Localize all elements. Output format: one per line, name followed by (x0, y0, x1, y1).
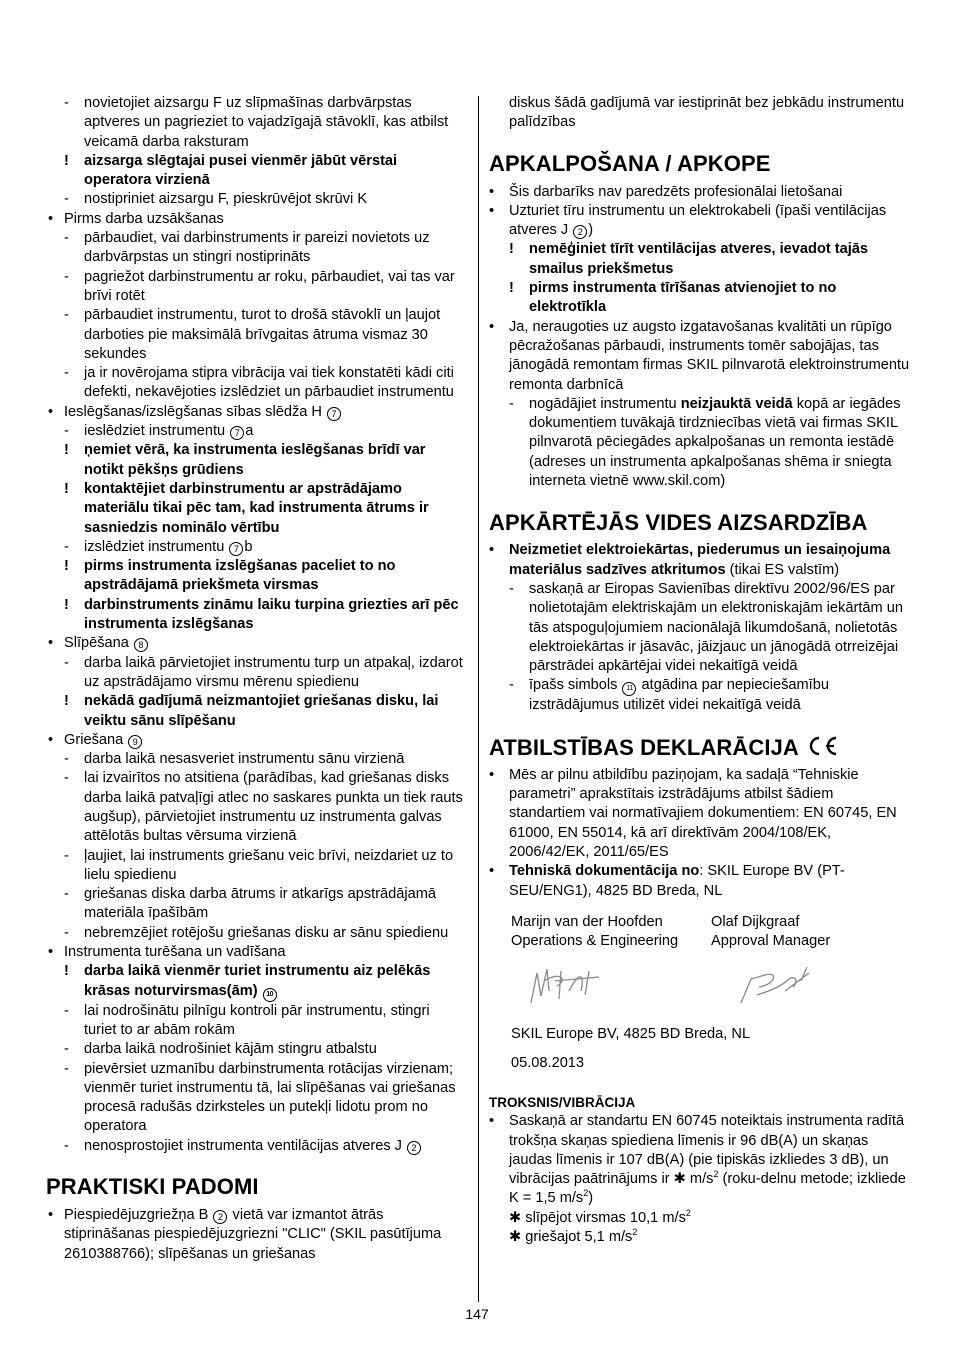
callout-number: 10 (263, 988, 277, 1002)
list-marker: - (64, 1002, 69, 1019)
list-marker: - (64, 751, 69, 768)
list-item: - saskaņā ar Eiropas Savienības direktīvu 2002/96/ES par nolietotajām elektriskajām un elektroniskajām iekārtām un tās atspoguļojumiem nacionālajā likumdošanā, nolietotās elektroiekārtas ir jāsavāc, jāizjauc un jānogādā otrreizējai pārstrādei apkārtējai videi nekaitīgā veidā (509, 580, 903, 675)
list-item: - nogādājiet instrumentu neizjauktā veidā kopā ar iegādes dokumentiem tuvākajā tirdzniecības vietā vai firmas SKIL pilnvarotā pēciegādes apkalpošanas un remonta iestādē (adreses un instrumenta apkalpošanas shēma ir sniegta interneta vietnē www.skil.com) (509, 395, 901, 490)
list-marker: - (64, 770, 69, 787)
warning-item: ! pirms instrumenta tīrīšanas atvienojiet to no elektrotīkla (509, 280, 837, 316)
list-item: - lai izvairītos no atsitiena (parādības, kad griešanas disks darba laikā patvaļīgi atlec no saskares punkta un tiek rauts augšup), pārvietojiet instrumentu uz instrumenta galvas attēlotās bultas vērsuma virzienā (64, 770, 463, 845)
list-item: - nebremzējiet rotējošu griešanas disku ar sānu spiedienu (46, 924, 466, 943)
warning-item: ! darbinstruments zināmu laiku turpina griezties arī pēc instrumenta izslēgšanas (64, 596, 459, 633)
heading-maintenance: APKALPOŠANA / APKOPE (489, 150, 771, 176)
list-item: • Šis darbarīks nav paredzēts profesionālai lietošanai (489, 183, 843, 200)
handwritten-signature-icon (489, 951, 909, 1019)
callout-number: 7 (230, 426, 244, 440)
callout-number: 7 (327, 407, 341, 421)
list-marker: - (64, 538, 69, 555)
callout-number: 9 (128, 735, 142, 749)
warning-item: ! nekādā gadījumā neizmantojiet griešanas disku, lai veiktu sānu slīpēšanu (64, 693, 439, 729)
list-item: - pievērsiet uzmanību darbinstrumenta rotācijas virzienam; vienmēr turiet instrumentu tā, lai slīpēšanas vai griešanas procesā radušās dzirksteles un putekļi lidotu prom no operatora (64, 1060, 456, 1135)
list-marker: ! (64, 152, 69, 169)
signatories (489, 913, 911, 952)
list-item: - darba laikā nesasveriet instrumentu sānu virzienā (46, 750, 466, 769)
list-marker: - (64, 365, 69, 382)
right-column (489, 94, 911, 1247)
list-marker: - (64, 1041, 69, 1058)
list-item: • Neizmetiet elektroiekārtas, piederumus un iesaiņojuma materiālus sadzīves atkritumos (tikai ES valstīm) (489, 542, 891, 578)
list-item: - darba laikā nodrošiniet kājām stingru atbalstu (46, 1040, 466, 1059)
list-item: • Slīpēšana 8 (46, 634, 466, 653)
list-marker: - (64, 423, 69, 440)
list-marker: - (64, 1137, 69, 1154)
list-item: - pārbaudiet, vai darbinstruments ir pareizi novietots uz darbvārpstas un stingri nostiprināts (64, 230, 430, 266)
warning-item: ! ņemiet vērā, ka instrumenta ieslēgšanas brīdī var notikt pēkšņs grūdiens (64, 442, 426, 478)
list-item: • Saskaņā ar standartu EN 60745 noteiktais instrumenta radītā trokšņa skaņas spiediena līmenis ir 96 dB(A) un skaņas jaudas līmenis ir 107 dB(A) (pie tipiskās izkliedes 3 dB), un vibrācijas paātrinājums ir ✱ $m/s^2$ (roku-delnu metode; izkliede K = 1,5 $m/s^2$) ✱ slīpējot virsmas 10,1 $m/s^2$ ✱ griešajot 5,1 $m/s^2$ (489, 1113, 906, 1246)
callout-number: 2 (407, 1141, 421, 1155)
list-marker: ! (64, 480, 69, 497)
list-item: - ļaujiet, lai instruments griešanu veic brīvi, neizdariet uz to lielu spiedienu (64, 847, 454, 883)
list-item: - griešanas diska darba ātrums ir atkarīgs apstrādājamā materiāla īpašībām (64, 886, 437, 922)
list-item: • Ja, neraugoties uz augsto izgatavošanas kvalitāti un rūpīgo pēcražošanas pārbaudi, instruments tomēr sabojājas, tas jānogādā remontam firmas SKIL pilnvarotā elektroinstrumentu remonta darbnīcā (489, 318, 910, 393)
list-item: - pārbaudiet instrumentu, turot to drošā stāvoklī un ļaujot darboties pie maksimālā brīvgaitas ātruma vismaz 30 sekundes (64, 307, 441, 362)
list-marker: - (64, 654, 69, 671)
callout-number: 2 (573, 225, 587, 239)
list-marker: ! (64, 558, 69, 575)
heading-practical-tips: PRAKTISKI PADOMI (46, 1174, 259, 1200)
company-address: SKIL Europe BV, 4825 BD Breda, NL (511, 1026, 751, 1043)
heading-declaration: ATBILSTĪBAS DEKLARĀCIJA (489, 735, 911, 761)
warning-item: ! darba laikā vienmēr turiet instrumentu aiz pelēkās krāsas noturvirsmas(ām) 10 (46, 962, 466, 1001)
list-item: • Griešana 9 (46, 731, 466, 750)
list-marker: ! (64, 442, 69, 459)
list-item: • Ieslēgšanas/izslēgšanas sības slēdža H 7 (46, 403, 466, 422)
list-marker: - (64, 307, 69, 324)
declaration-date: 05.08.2013 (511, 1054, 585, 1071)
list-item: - nenosprostojiet instrumenta ventilācijas atveres J 2 (46, 1137, 466, 1156)
list-item: • Instrumenta turēšana un vadīšana (46, 943, 466, 962)
signatory-2: Olaf Dijkgraaf Approval Manager (711, 913, 831, 950)
list-marker: • (48, 731, 54, 748)
list-item: • Pirms darba uzsākšanas (46, 210, 466, 229)
callout-number: 2 (213, 1210, 227, 1224)
warning-item: ! nemēģiniet tīrīt ventilācijas atveres, ievadot tajās smailus priekšmetus (509, 241, 869, 277)
list-marker: • (48, 1207, 54, 1224)
list-item: - ja ir novērojama stipra vibrācija vai tiek konstatēti kādi citi defekti, nekavējoties izslēdziet un pārbaudiet instrumentu (64, 365, 454, 401)
heading-environment: APKĀRTĒJĀS VIDES AIZSARDZĪBA (489, 510, 868, 536)
left-column (46, 94, 466, 1264)
column-divider (478, 96, 479, 1302)
list-item: - darba laikā pārvietojiet instrumentu turp un atpakaļ, izdarot uz apstrādājamo virsmu mērenu spiedienu (64, 654, 463, 690)
heading-noise: TROKSNIS/VIBRĀCIJA (489, 1094, 636, 1110)
list-item: • Tehniskā dokumentācija no: SKIL Europe BV (PT-SEU/ENG1), 4825 BD Breda, NL (489, 863, 845, 899)
list-marker: - (64, 1060, 69, 1077)
list-marker: • (48, 635, 54, 652)
list-item: - nostipriniet aizsargu F, pieskrūvējot skrūvi K (46, 190, 466, 209)
list-marker: - (64, 847, 69, 864)
warning-item: ! aizsarga slēgtajai pusei vienmēr jābūt vērstai operatora virzienā (64, 152, 398, 189)
list-item: - novietojiet aizsargu F uz slīpmašīnas darbvārpstas aptveres un pagrieziet to vajadzīgajā stāvoklī, kas atbilst veicamā darba raksturam (64, 95, 449, 150)
list-marker: - (64, 924, 69, 941)
warning-item: ! pirms instrumenta izslēgšanas paceliet to no apstrādājamā priekšmeta virsmas (64, 558, 396, 594)
list-item: • Uzturiet tīru instrumentu un elektrokabeli (īpaši ventilācijas atveres J 2 ) (489, 202, 887, 239)
list-item: - izslēdziet instrumentu 7 b (46, 538, 466, 557)
signatory-1: Marijn van der Hoofden Operations & Engineering (511, 913, 679, 950)
list-item: - lai nodrošinātu pilnīgu kontroli pār instrumentu, stingri turiet to ar abām rokām (64, 1002, 430, 1038)
list-marker: - (64, 886, 69, 903)
warning-item: ! kontaktējiet darbinstrumentu ar apstrādājamo materiālu tikai pēc tam, kad instrumenta ātrums ir sasniedzis nominālo vērtību (64, 480, 429, 536)
list-item: - ieslēdziet instrumentu 7 a (46, 422, 466, 441)
signatures (489, 951, 911, 1019)
callout-number: 7 (229, 542, 243, 556)
ce-mark-icon (805, 735, 839, 757)
continued-paragraph: diskus šādā gadījumā var iestiprināt bez jebkādu instrumentu palīdzības (509, 95, 905, 131)
list-item: - pagriežot darbinstrumentu ar roku, pārbaudiet, vai tas var brīvi rotēt (64, 268, 455, 304)
list-marker: ! (64, 693, 69, 710)
list-marker: - (64, 191, 69, 208)
list-item: • Piespiedējuzgriežņa B 2 vietā var izmantot ātrās stiprināšanas piespiedējuzgriezni "CLIC" (SKIL pasūtījuma 2610388766); slīpēšanas un griešanas (48, 1207, 442, 1262)
list-marker: • (48, 944, 54, 961)
callout-number: 11 (622, 682, 636, 696)
list-marker: ! (64, 963, 69, 980)
list-marker: ! (64, 596, 69, 613)
callout-number: 8 (134, 638, 148, 652)
list-marker: - (64, 95, 69, 111)
list-item: - īpašs simbols 11 atgādina par nepieciešamību izstrādājumus utilizēt videi nekaitīgā veidā (509, 677, 829, 714)
list-item: • Mēs ar pilnu atbildību paziņojam, ka sadaļā “Tehniskie parametri” aprakstītais izstrādājums atbilst šādiem standartiem vai normatīvajiem dokumentiem: EN 60745, EN 61000, EN 55014, kā arī direktīvām 2004/108/EK, 2006/42/EK, 2011/65/ES (489, 766, 897, 860)
page-number: 147 (465, 1306, 489, 1322)
list-marker: • (48, 210, 54, 227)
list-marker: - (64, 268, 69, 285)
list-marker: - (64, 230, 69, 247)
list-marker: • (48, 403, 54, 420)
